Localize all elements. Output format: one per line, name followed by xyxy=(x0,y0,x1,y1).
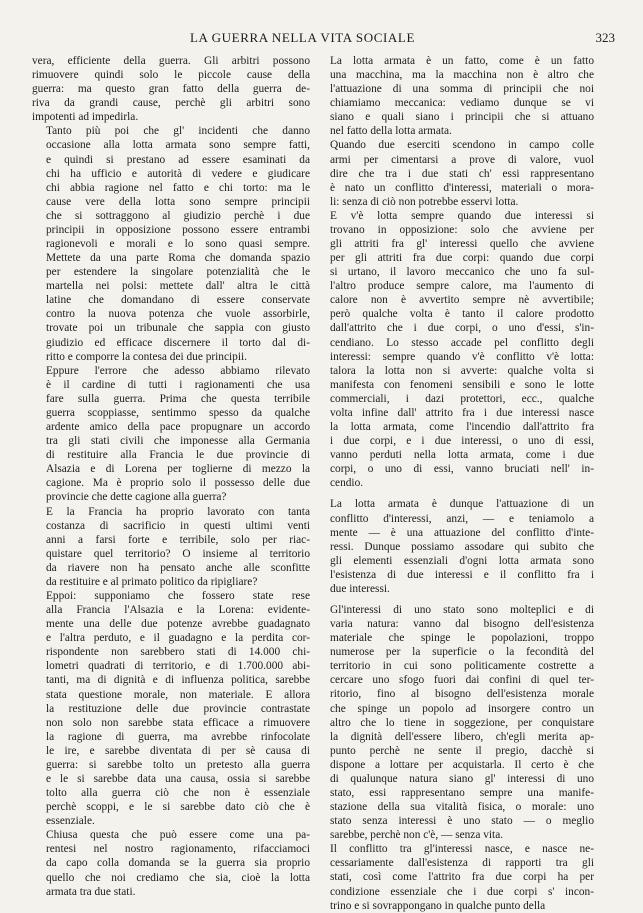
text-line: volta infine dall' attrito fra i due interessi nasce xyxy=(330,406,594,419)
text-line: dire che tra i due stati ch' essi rappresentano xyxy=(330,167,594,180)
text-line: tra gli stati civili che imponesse alla Germania xyxy=(46,435,310,448)
text-line: conflitto d'interessi, anzi, — e teniamolo a xyxy=(330,512,594,525)
text-line: rimuovere quindi solo le piccole cause della xyxy=(32,69,310,82)
text-line: talora la lotta non si avverte: qualche volta si xyxy=(330,364,594,377)
text-line: l'attuazione di una somma di principii che noi xyxy=(330,83,594,96)
text-line: è nato un conflitto d'interessi, materiali o mora- xyxy=(330,181,594,194)
text-line: è il cardine di tutti i ragionamenti che usa xyxy=(46,378,310,391)
text-line: chi ha ufficio e autorità di vedere e giudicare xyxy=(46,167,310,180)
paragraph xyxy=(32,589,310,828)
text-line: si urtano, il lavoro meccanico che uno fa sul- xyxy=(330,266,594,279)
running-title: LA GUERRA NELLA VITA SOCIALE xyxy=(190,30,415,45)
text-line: e l'altra perduto, e il guadagno e la perdita cor- xyxy=(46,632,310,645)
text-line: nel fatto della lotta armata. xyxy=(330,125,452,138)
text-line: anni a farsi forte e terribile, solo per riac- xyxy=(46,533,310,546)
text-line: corpi, o uno di essi, vanno bruciati nell' in- xyxy=(330,463,594,476)
paragraph xyxy=(316,497,594,596)
text-line: Mettete da una parte Roma che domanda spazio xyxy=(46,252,310,265)
text-line: che si sottraggono al giudizio perchè i due xyxy=(46,209,310,222)
text-line: rentesi nel nostro ragionamento, rifacciamoci xyxy=(46,843,310,856)
text-line: Quando due eserciti scendono in campo colle xyxy=(330,139,594,152)
text-line: territorio in cui sono politicamente costrette a xyxy=(330,660,594,673)
text-line: rispondente non sarebbero stati di 14.000 chi- xyxy=(46,646,310,659)
text-line: li: senza di ciò non potrebbe esservi lotta. xyxy=(330,195,519,208)
text-line: guerra scoppiasse, sentimmo spesso da qualche xyxy=(46,406,310,419)
text-line: E v'è lotta sempre quando due interessi si xyxy=(330,209,594,222)
text-line: cendio. xyxy=(330,477,364,490)
text-line: punto perchè ne sente il pregio, dacchè si xyxy=(330,744,594,757)
text-line: La lotta armata è dunque l'attuazione di un xyxy=(330,498,594,511)
text-line: materiale che spinge le popolazioni, troppo xyxy=(330,632,594,645)
text-line: stata questione morale, non materiale. E allora xyxy=(46,688,310,701)
text-line: la dignità dell'essere libero, ch'egli merita ap- xyxy=(330,730,594,743)
paragraph xyxy=(32,828,310,898)
text-line: ressi. Dunque possiamo assodare qui subito che xyxy=(330,540,594,553)
text-line: stazione della sua vitalità fisica, o morale: uno xyxy=(330,801,594,814)
text-line: tolto alla guerra ciò che non è essenziale xyxy=(46,787,310,800)
text-line: e le si sarebbe data una causa, ossia si sarebbe xyxy=(46,772,310,785)
text-line: provincie che dette cagione alla guerra? xyxy=(46,491,227,504)
text-line: gli elementi essenziali d'ogni lotta armata sono xyxy=(330,554,594,567)
text-line: principii in opposizione possono essere entrambi xyxy=(46,223,310,236)
text-line: cause vere della lotta sono sempre principii xyxy=(46,195,310,208)
text-line: gli attriti fra gl' interessi quello che avviene xyxy=(330,238,594,251)
left-text-column xyxy=(32,54,310,899)
text-line: ragionevoli e morali e lo sono quasi sempre. xyxy=(46,238,310,251)
text-line: fare sulla guerra. Prima che questa terribile xyxy=(46,392,310,405)
text-line: dall'attrito che i due corpi, o uno d'essi, s'in- xyxy=(330,322,594,335)
text-line: latine che domandano di essere conservate xyxy=(46,294,310,307)
text-line: non solo non sarebbe stata efficace a rimuovere xyxy=(46,716,310,729)
text-line: da capo colla domanda se la guerra sia proprio xyxy=(46,857,310,870)
text-line: quello che noi crediamo che sia, cioè la lotta xyxy=(46,871,310,884)
text-line: trovano in opposizione: solo che avviene per xyxy=(330,223,594,236)
paragraph xyxy=(32,364,310,505)
text-line: da restituire e al primato politico da ripigliare? xyxy=(46,575,258,588)
text-line: occasione alla lotta armata sono sempre fatti, xyxy=(46,139,310,152)
text-line: commerciali, i dazi protettori, ecc., qualche xyxy=(330,392,594,405)
text-line: lometri quadrati di territorio, e di 1.700.000 abi- xyxy=(46,660,310,673)
text-line: tanti, ma di dignità e di influenza politica, sarebbe xyxy=(46,674,310,687)
text-line: per estendere la singolare potenzialità che le xyxy=(46,266,310,279)
page-number: 323 xyxy=(595,30,615,45)
text-line: di qualunque natura siano gl' interessi di uno xyxy=(330,772,594,785)
paragraph xyxy=(32,124,310,363)
text-line: la ragione di guerra, ma avrebbe rinfocolate xyxy=(46,730,310,743)
text-line: trino e si sovrappongano in qualche punto della xyxy=(330,899,546,912)
text-line: alla Francia l'Alsazia e la Lorena: evidente- xyxy=(46,604,310,617)
text-line: trovate poi un tribunale che sappia con giusto xyxy=(46,322,310,335)
text-line: Chiusa questa che può essere come una pa- xyxy=(46,829,310,842)
text-line: essenziale. xyxy=(46,815,95,828)
text-line: che spinge un popolo ad insorgere contro un xyxy=(330,702,594,715)
page-header xyxy=(30,30,615,50)
text-line: E la Francia ha proprio lavorato con tanta xyxy=(46,505,310,518)
text-line: vera, efficiente della guerra. Gli arbitri possono xyxy=(32,55,310,67)
paragraph xyxy=(316,603,594,842)
paragraph xyxy=(316,54,594,138)
text-line: riva da grandi cause, perchè gli arbitri sono xyxy=(32,97,310,110)
text-line: calore non è avvertito sempre nè avvertibile; xyxy=(330,294,594,307)
text-line: impotenti ad impedirla. xyxy=(32,111,139,124)
paragraph xyxy=(316,209,594,491)
text-line: Tanto più poi che gl' incidenti che danno xyxy=(46,125,310,138)
text-line: ritorio, fino al bisogno dell'esistenza morale xyxy=(330,688,594,701)
text-line: guerra: si sarebbe tolto un pretesto alla guerra xyxy=(46,758,310,771)
text-line: ritto e comporre la contesa dei due principii. xyxy=(46,350,247,363)
text-line: vanno perduti nella lotta armata, come i due xyxy=(330,449,594,462)
text-line: l'esistenza di due interessi e il conflitto fra i xyxy=(330,568,594,581)
text-line: stato, essi rappresentano sempre una manife- xyxy=(330,786,594,799)
text-line: Gl'interessi di uno stato sono molteplici e di xyxy=(330,603,594,616)
text-line: la lotta armata, come l'incendio dall'attrito fra xyxy=(330,421,594,434)
text-line: sarebbe, perchè non c'è, — senza vita. xyxy=(330,829,504,842)
text-line: Il conflitto tra gl'interessi nasce, e nasce ne- xyxy=(330,843,594,856)
paragraph xyxy=(316,842,594,912)
text-line: manifesta con fenomeni sensibili e sono le lotte xyxy=(330,378,594,391)
text-line: La lotta armata è un fatto, come è un fatto xyxy=(330,55,594,67)
text-line: interessi: sempre quando v'è conflitto v'è lotta: xyxy=(330,350,594,363)
right-text-column xyxy=(316,54,594,913)
text-line: Eppoi: supponiamo che fossero state rese xyxy=(46,589,310,602)
paragraph xyxy=(316,138,594,208)
text-line: mente — è una attuazione del conflitto d'inte- xyxy=(330,526,594,539)
text-line: però qualche volta è tanto il calore prodotto xyxy=(330,308,594,321)
text-line: la restituzione delle due provincie contrastate xyxy=(46,702,310,715)
text-line: le ire, e sarebbe diventata di per sè causa di xyxy=(46,744,310,757)
paragraph xyxy=(32,505,310,589)
text-line: cessariamente dall'esistenza di rapporti tra gli xyxy=(330,857,594,870)
text-line: condizione essenziale che i due corpi s' incon- xyxy=(330,885,594,898)
text-line: armi per cimentarsi a prove di valore, vuol xyxy=(330,153,594,166)
text-line: i due corpi, e i due interessi, o uno di essi, xyxy=(330,435,594,448)
text-line: quistare quel territorio? O insieme al territorio xyxy=(46,547,310,560)
text-line: cercare uno sfogo fuori dai confini di quel ter- xyxy=(330,674,594,687)
text-line: siano e quali siano i principii che si attuano xyxy=(330,111,594,124)
text-line: varia natura: vanno dal bisogno dell'esistenza xyxy=(330,618,594,631)
text-line: Eppure l'errore che adesso abbiamo rilevato xyxy=(46,364,310,377)
text-line: contro la nuova potenza che vuole assorbirle, xyxy=(46,308,310,321)
text-line: di restituire alla Francia le due provincie di xyxy=(46,449,310,462)
text-line: guerra: ma questo gran fatto della guerra de- xyxy=(32,83,310,96)
paragraph xyxy=(32,54,310,124)
text-line: dispone a lottare per acquistarla. Il certo è che xyxy=(330,758,594,771)
text-line: numerose per la superficie o la fecondità del xyxy=(330,646,594,659)
text-line: chi abbia ragione nel fatto e chi torto: ma le xyxy=(46,181,310,194)
text-line: giudizio ed efficace discernere il torto dal di- xyxy=(46,336,310,349)
text-line: costanza di sacrificio in questi ultimi venti xyxy=(46,519,310,532)
text-line: cendiano. Lo stesso accade pel conflitto degli xyxy=(330,336,594,349)
text-line: e quindi si prestano ad essere esaminati da xyxy=(46,153,310,166)
text-line: ardente amico della pace propugnare un accordo xyxy=(46,421,310,434)
text-line: una macchina, ma la macchina non è altro che xyxy=(330,69,594,82)
text-line: per gli attriti fra due corpi: quando due corpi xyxy=(330,252,594,265)
text-line: due interessi. xyxy=(330,582,390,595)
text-line: armata tra due stati. xyxy=(46,885,136,898)
text-line: stato senza interessi è uno stato — o meglio xyxy=(330,815,594,828)
text-line: Alsazia e di Lorena per toglierne di mezzo la xyxy=(46,463,310,476)
text-line: cagione. Ma è proprio solo il possesso delle due xyxy=(46,477,310,490)
text-line: chiamiamo meccanica: vediamo dunque se vi xyxy=(330,97,594,110)
text-line: perchè scoppi, e le si sarebbe dato ciò che è xyxy=(46,801,310,814)
text-line: stati, così come l'attrito fra due corpi ha per xyxy=(330,871,594,884)
text-line: altro che lo tiene in soggezione, per conquistare xyxy=(330,716,594,729)
text-line: martella nei polsi: mettete dall' altra le città xyxy=(46,280,310,293)
text-line: l'altro produce sempre calore, ma l'aumento di xyxy=(330,280,594,293)
text-line: mente una delle due potenze avrebbe guadagnato xyxy=(46,618,310,631)
text-line: da riavere non ha pensato anche alle sconfitte xyxy=(46,561,310,574)
